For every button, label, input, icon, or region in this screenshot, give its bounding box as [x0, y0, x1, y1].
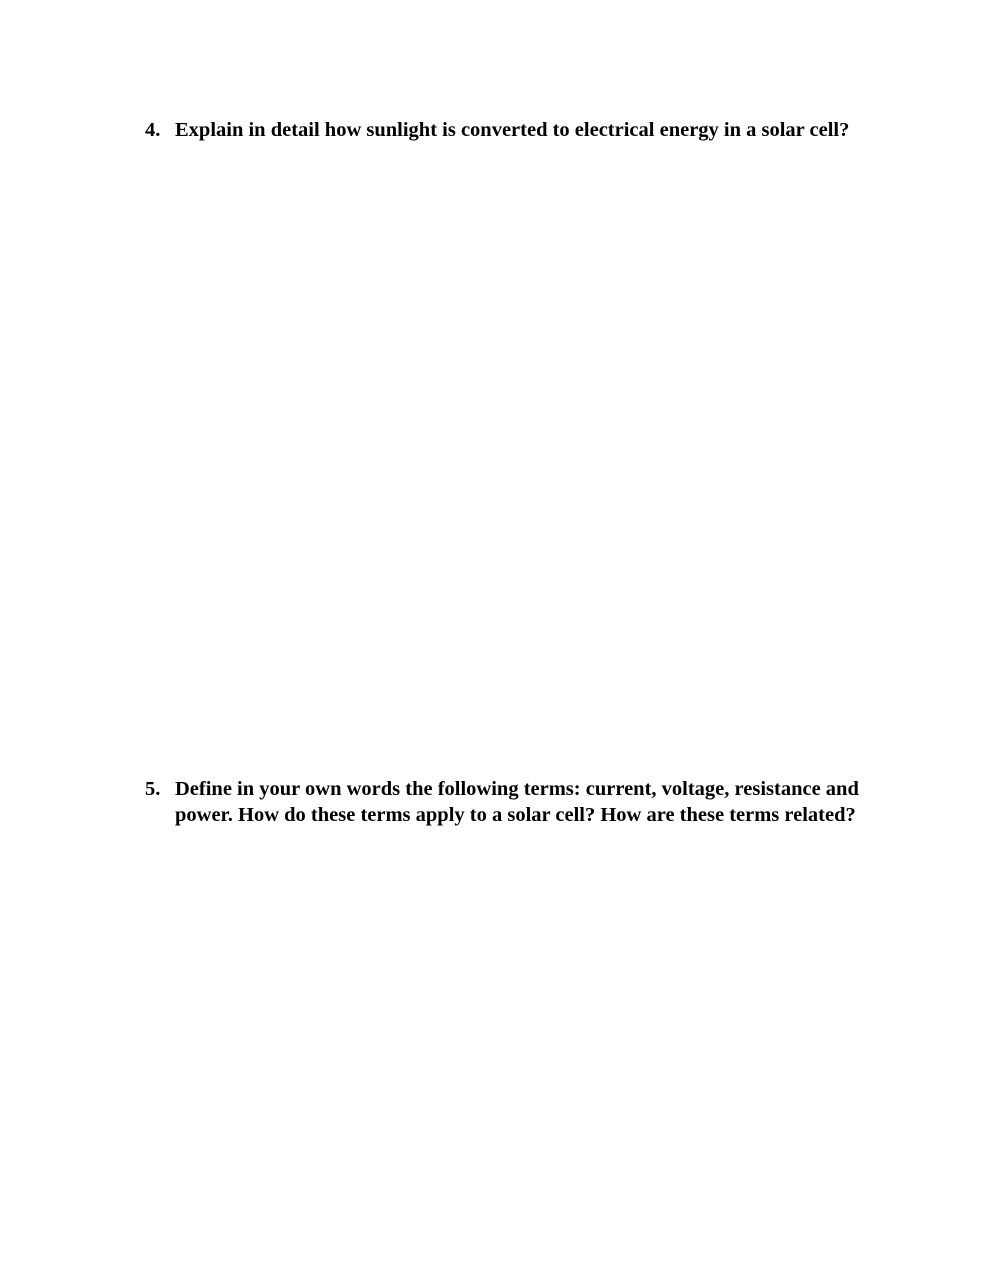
question-number: 5.: [145, 778, 161, 800]
question-number: 4.: [145, 119, 161, 141]
question-5: [145, 776, 885, 828]
question-4: [145, 117, 885, 143]
question-text: Define in your own words the following terms: current, voltage, resistance and power. How do these terms apply to a solar cell? How are these terms related?: [175, 778, 859, 826]
question-text: Explain in detail how sunlight is converted to electrical energy in a solar cell?: [175, 119, 850, 141]
